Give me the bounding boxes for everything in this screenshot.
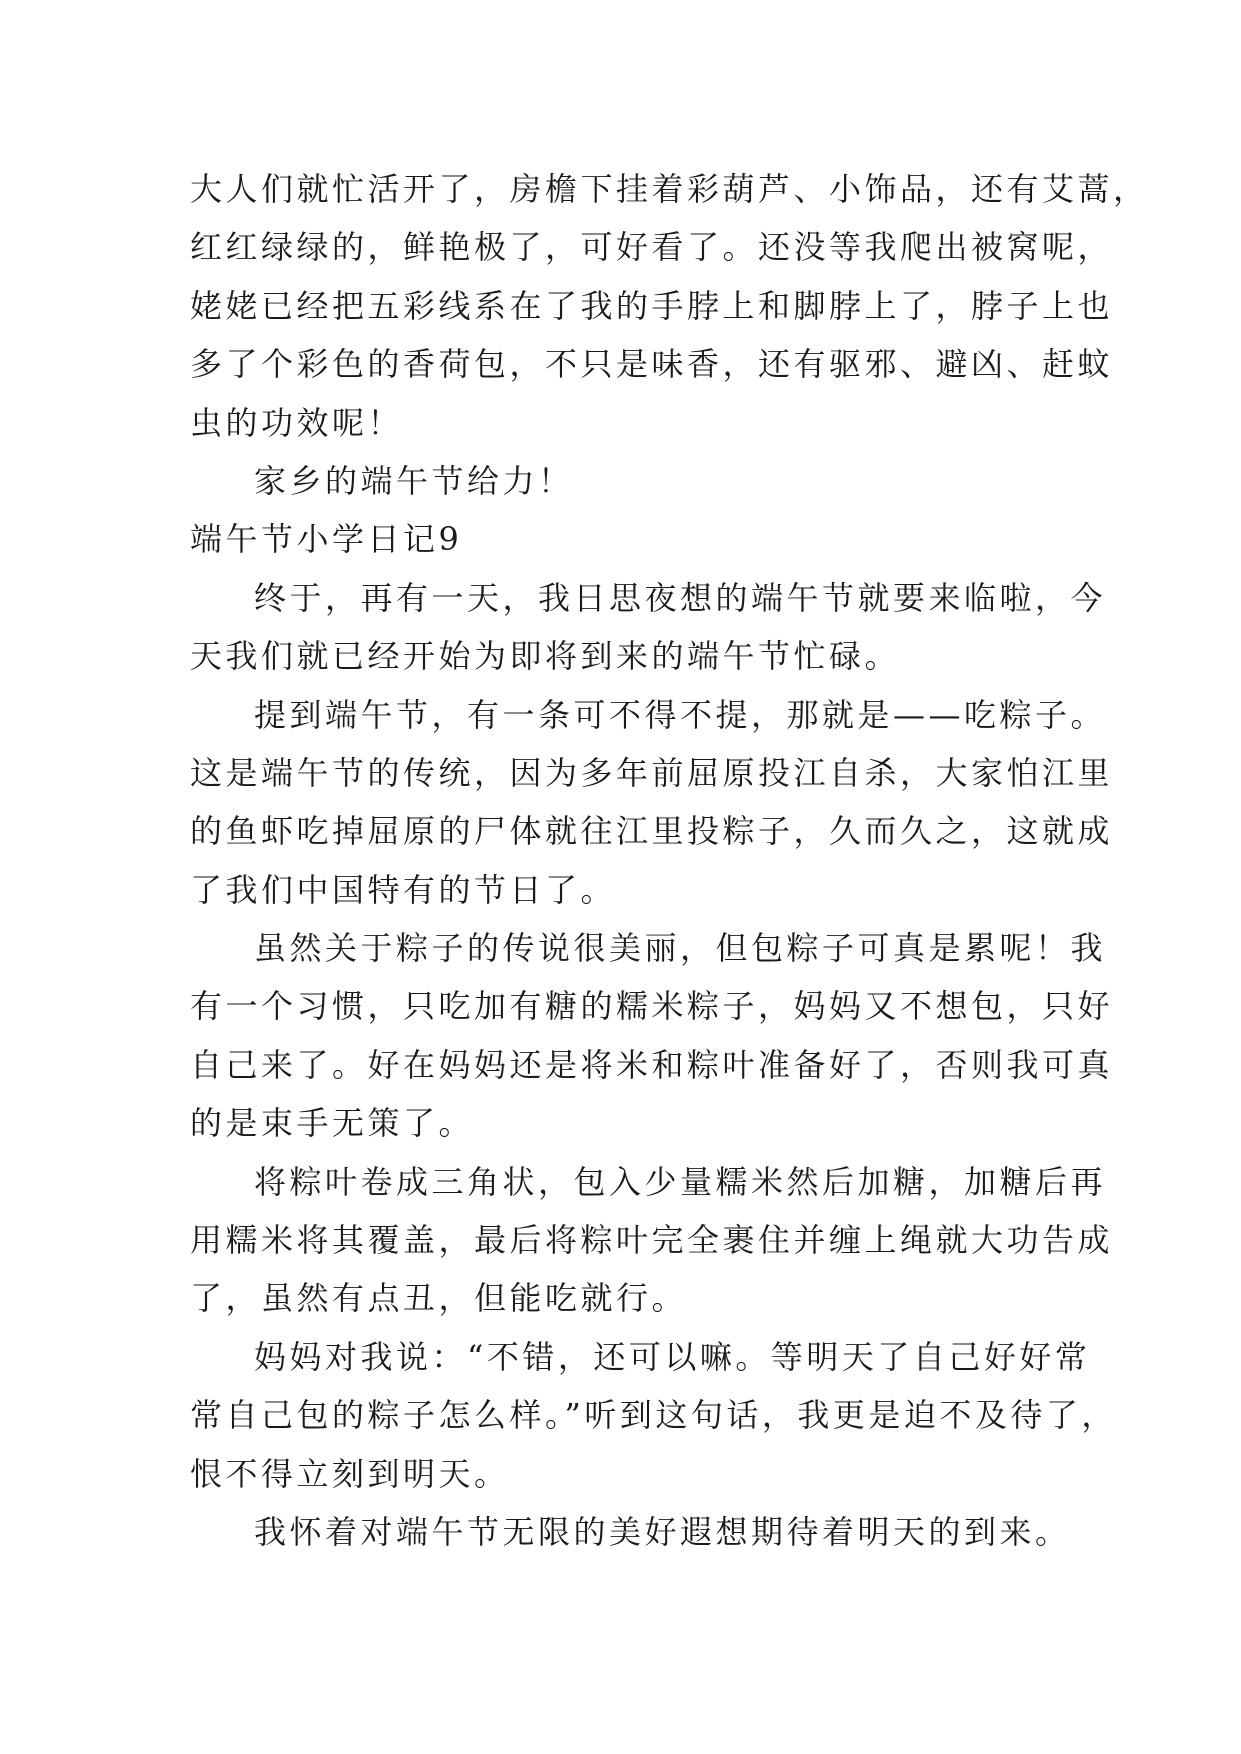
text-line: 的鱼虾吃掉屈原的尸体就往江里投粽子，久而久之，这就成 [190,812,1114,851]
text-line: 了，虽然有点丑，但能吃就行。 [190,1279,688,1318]
text-line: 妈妈对我说：“不错，还可以嘛。等明天了自己好好常 [254,1337,1091,1376]
text-line: 虫的功效呢！ [190,403,404,442]
text-line: 常自己包的粽子怎么样。”听到这句话，我更是迫不及待了， [190,1396,1117,1435]
text-line: 有一个习惯，只吃加有糖的糯米粽子，妈妈又不想包，只好 [190,987,1114,1026]
text-line: 了我们中国特有的节日了。 [190,870,617,909]
text-line: 天我们就已经开始为即将到来的端午节忙碌。 [190,637,901,676]
text-line: 虽然关于粽子的传说很美丽，但包粽子可真是累呢！我 [254,929,1107,968]
document-body [190,160,1149,1561]
text-line: 提到端午节，有一条可不得不提，那就是——吃粽子。 [254,695,1107,734]
text-line: 这是端午节的传统，因为多年前屈原投江自杀，大家怕江里 [190,753,1114,792]
text-line: 大人们就忙活开了，房檐下挂着彩葫芦、小饰品，还有艾蒿， [190,170,1149,208]
text-line: 家乡的端午节给力！ [254,461,574,500]
text-line: 端午节小学日记9 [190,520,463,559]
text-line: 终于，再有一天，我日思夜想的端午节就要来临啦，今 [254,578,1107,617]
text-line: 恨不得立刻到明天。 [190,1454,510,1493]
text-line: 我怀着对端午节无限的美好遐想期待着明天的到来。 [254,1512,1071,1551]
text-line: 将粽叶卷成三角状，包入少量糯米然后加糖，加糖后再 [254,1162,1107,1201]
text-line: 的是束手无策了。 [190,1104,475,1143]
text-line: 姥姥已经把五彩线系在了我的手脖上和脚脖上了，脖子上也 [190,286,1114,325]
text-line: 自己来了。好在妈妈还是将米和粽叶准备好了，否则我可真 [190,1045,1114,1084]
text-line: 红红绿绿的，鲜艳极了，可好看了。还没等我爬出被窝呢， [190,228,1114,267]
text-line: 用糯米将其覆盖，最后将粽叶完全裹住并缠上绳就大功告成 [190,1221,1114,1260]
text-line: 多了个彩色的香荷包，不只是味香，还有驱邪、避凶、赶蚊 [190,345,1114,384]
